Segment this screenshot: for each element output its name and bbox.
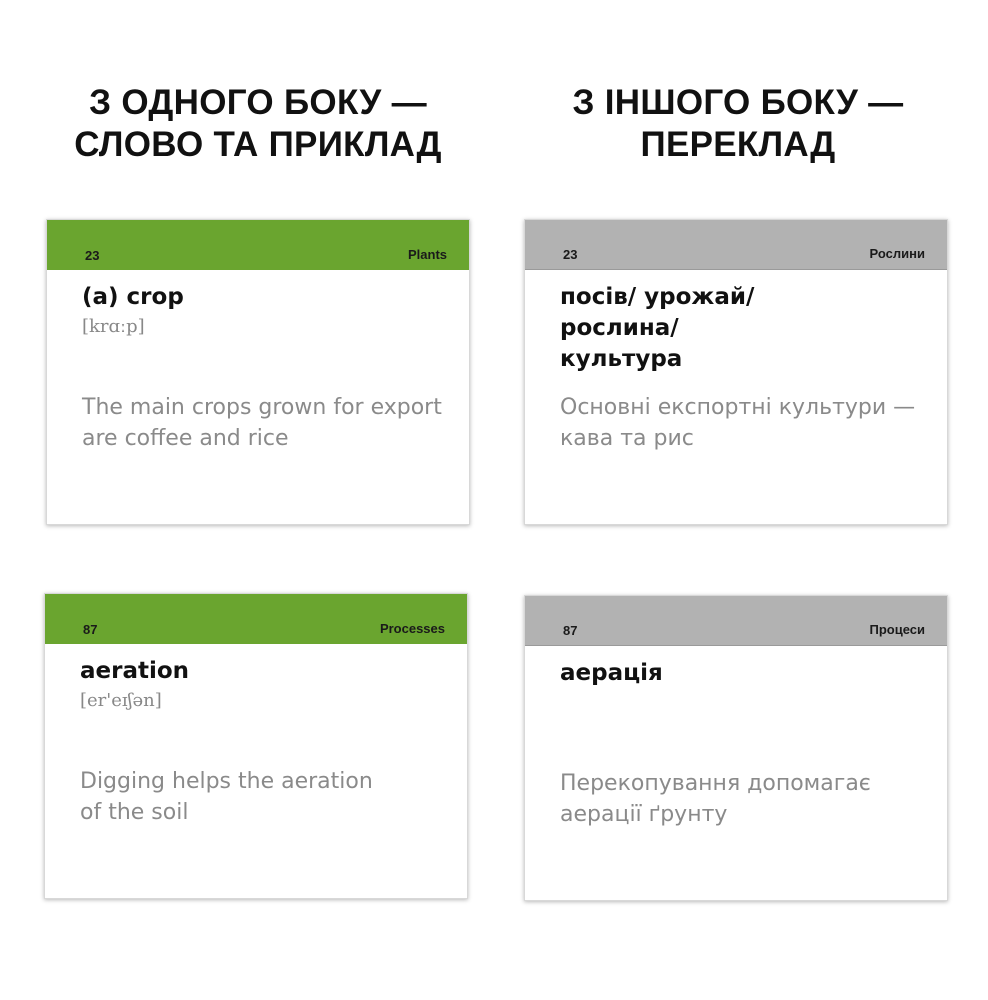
card-topic: Процеси xyxy=(869,622,925,637)
card-word: (a) crop xyxy=(82,284,184,310)
card-translation: посів/ урожай/ рослина/ культура xyxy=(560,284,755,372)
card-header xyxy=(45,594,467,644)
card-translation: аерація xyxy=(560,660,663,686)
back-side-heading-line-1: З ІНШОГО БОКУ — xyxy=(572,83,904,122)
card-transcription: [er'eɪʃən] xyxy=(80,690,162,711)
card-topic: Processes xyxy=(379,621,445,636)
card-example-translation: Перекопування допомагає аерації ґрунту xyxy=(560,771,871,827)
card-header xyxy=(525,596,947,646)
card-topic: Рослини xyxy=(869,246,925,261)
flashcard-back-crop xyxy=(524,219,948,525)
card-header xyxy=(525,220,947,270)
back-side-heading-line-2: ПЕРЕКЛАД xyxy=(640,125,836,164)
back-side-heading xyxy=(528,82,948,166)
card-example-translation: Основні експортні культури — кава та рис xyxy=(560,395,916,451)
card-example: Digging helps the aeration of the soil xyxy=(80,769,373,825)
card-example: The main crops grown for export are coffee and rice xyxy=(82,395,442,451)
card-number: 87 xyxy=(83,622,98,637)
card-word: aeration xyxy=(80,658,190,684)
card-number: 23 xyxy=(563,247,578,262)
card-number: 23 xyxy=(85,248,100,263)
front-side-heading-line-2: СЛОВО ТА ПРИКЛАД xyxy=(74,125,442,164)
card-topic: Plants xyxy=(407,247,447,262)
card-transcription: [krɑːp] xyxy=(82,316,145,337)
front-side-heading-line-1: З ОДНОГО БОКУ — xyxy=(89,83,427,122)
front-side-heading xyxy=(48,82,468,166)
card-header xyxy=(47,220,469,270)
card-number: 87 xyxy=(563,623,578,638)
flashcard-front-aeration xyxy=(44,593,468,899)
flashcard-back-aeration xyxy=(524,595,948,901)
flashcard-front-crop xyxy=(46,219,470,525)
